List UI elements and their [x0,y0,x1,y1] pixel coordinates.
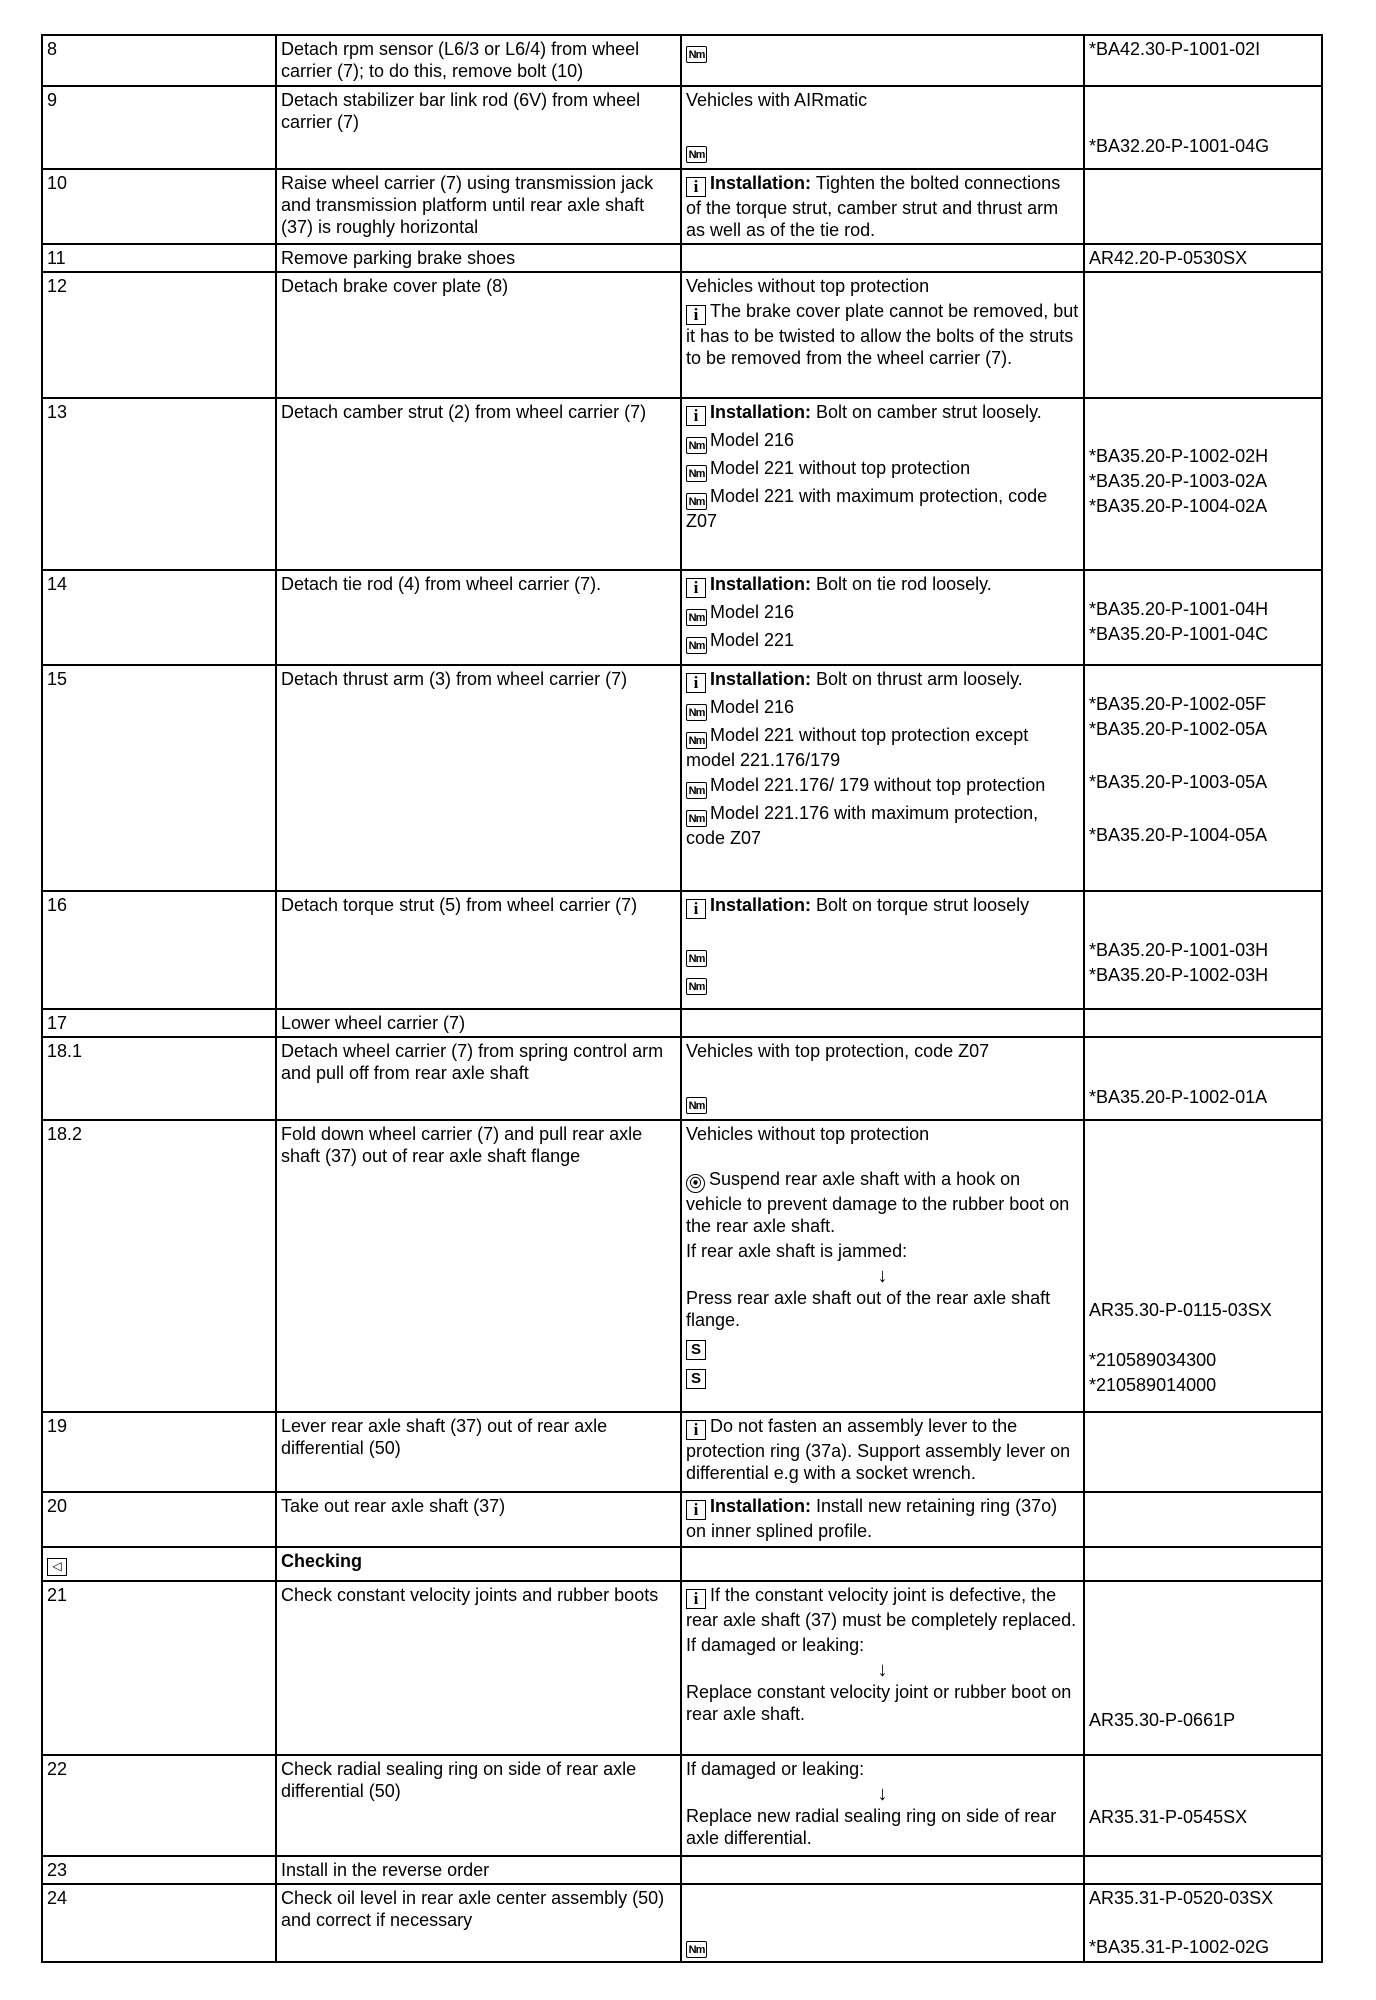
torque-icon: Nm [686,810,707,827]
note-text: Bolt on camber strut loosely. [811,402,1042,422]
section-row [42,1547,1322,1581]
note-text: Vehicles with AIRmatic [686,90,868,110]
reference-link[interactable]: *210589034300 [1089,1350,1217,1370]
note-text: Do not fasten an assembly lever to the protection ring (37a). Support assembly lever on differential e.g with a socket wrench. [686,1416,1071,1483]
note-text: Bolt on torque strut loosely [811,895,1030,915]
step-reference [1084,665,1322,891]
step-notes [681,1884,1084,1962]
step-action: Detach rpm sensor (L6/3 or L6/4) from wheel carrier (7); to do this, remove bolt (10) [276,35,681,86]
step-notes [681,398,1084,570]
reference-link[interactable]: *BA35.20-P-1003-02A [1089,471,1268,491]
note-text: Bolt on thrust arm loosely. [811,669,1023,689]
step-reference [1084,1037,1322,1120]
step-notes [681,169,1084,244]
torque-icon: Nm [686,950,707,967]
step-number: 10 [42,169,276,244]
step-notes [681,35,1084,86]
step-action: Take out rear axle shaft (37) [276,1492,681,1547]
step-notes [681,1037,1084,1120]
info-icon: i [686,673,706,693]
torque-icon: Nm [686,1097,707,1114]
step-reference [1084,570,1322,665]
step-action: Lever rear axle shaft (37) out of rear axle differential (50) [276,1412,681,1492]
reference-link[interactable]: AR35.31-P-0545SX [1089,1807,1248,1827]
table-row [42,1492,1322,1547]
reference-link[interactable]: *BA35.20-P-1001-04C [1089,624,1269,644]
table-row [42,1856,1322,1884]
step-notes [681,272,1084,398]
step-notes [681,1856,1084,1884]
reference-link[interactable]: *BA35.20-P-1001-03H [1089,940,1269,960]
step-reference [1084,1009,1322,1037]
step-number: 19 [42,1412,276,1492]
step-notes [681,665,1084,891]
torque-icon: Nm [686,782,707,799]
torque-icon: Nm [686,609,707,626]
torque-icon: Nm [686,637,707,654]
step-number: 15 [42,665,276,891]
reference-link[interactable]: AR35.30-P-0115-03SX [1089,1300,1272,1320]
reference-link[interactable]: *BA35.20-P-1002-05F [1089,694,1267,714]
step-notes [681,244,1084,272]
step-number: 24 [42,1884,276,1962]
step-reference [1084,169,1322,244]
step-number: 21 [42,1581,276,1755]
installation-label: Installation: [710,1496,812,1516]
note-text: Vehicles without top protection [686,1124,930,1144]
installation-label: Installation: [710,895,812,915]
reference-link[interactable]: *BA35.20-P-1002-05A [1089,719,1268,739]
note-text: Replace new radial sealing ring on side of rear axle differential. [686,1806,1057,1848]
reference-link[interactable]: *210589014000 [1089,1375,1217,1395]
table-row [42,398,1322,570]
step-reference [1084,1856,1322,1884]
note-text: Bolt on tie rod loosely. [811,574,992,594]
table-row [42,1884,1322,1962]
note-text: Tighten the bolted connections of the torque strut, camber strut and thrust arm as well as of the tie rod. [686,173,1061,240]
torque-model: Model 221 without top protection [710,458,971,478]
installation-label: Installation: [710,173,812,193]
table-row [42,244,1322,272]
step-action: Lower wheel carrier (7) [276,1009,681,1037]
table-row [42,891,1322,1009]
step-notes [681,86,1084,169]
step-notes [681,570,1084,665]
step-reference [1084,1755,1322,1856]
installation-label: Installation: [710,669,812,689]
torque-icon: Nm [686,732,707,749]
step-notes [681,1755,1084,1856]
torque-icon: Nm [686,46,707,63]
torque-model: Model 221.176 with maximum protection, code Z07 [686,803,1039,848]
step-number: 9 [42,86,276,169]
reference-link[interactable]: *BA35.20-P-1002-02H [1089,446,1269,466]
step-action: Check constant velocity joints and rubber boots [276,1581,681,1755]
step-number: 11 [42,244,276,272]
torque-icon: Nm [686,1941,707,1958]
step-notes [681,1120,1084,1412]
table-row [42,35,1322,86]
note-text: Install new retaining ring (37o) on inner splined profile. [686,1496,1058,1541]
step-notes [681,1009,1084,1037]
info-icon: i [686,1500,706,1520]
note-text: If damaged or leaking: [686,1759,865,1779]
note-text: Vehicles without top protection [686,276,930,296]
step-notes [681,1547,1084,1581]
step-number: 23 [42,1856,276,1884]
note-text: If the constant velocity joint is defective, the rear axle shaft (37) must be completely replaced. [686,1585,1077,1630]
table-row [42,1120,1322,1412]
step-number: 13 [42,398,276,570]
note-text: The brake cover plate cannot be removed, but it has to be twisted to allow the bolts of the struts to be removed from the wheel carrier (7). [686,301,1079,368]
procedure-page [41,34,1321,1963]
tool-icon: S [686,1340,706,1360]
reference-link[interactable]: *BA35.31-P-1002-02G [1089,1937,1270,1957]
info-icon: i [686,1589,706,1609]
step-reference [1084,398,1322,570]
step-notes [681,1492,1084,1547]
torque-model: Model 216 [710,602,795,622]
step-reference [1084,86,1322,169]
step-action: Check radial sealing ring on side of rear axle differential (50) [276,1755,681,1856]
torque-model: Model 221 without top protection except model 221.176/179 [686,725,1029,770]
step-number: 12 [42,272,276,398]
note-icon: ⦿ [686,1174,705,1193]
table-row [42,272,1322,398]
procedure-table [41,34,1323,1963]
note-text: Replace constant velocity joint or rubber boot on rear axle shaft. [686,1682,1072,1724]
torque-model: Model 216 [710,430,795,450]
torque-icon: Nm [686,437,707,454]
section-title: Checking [276,1547,681,1581]
step-action: Install in the reverse order [276,1856,681,1884]
step-reference [1084,1492,1322,1547]
step-action: Raise wheel carrier (7) using transmission jack and transmission platform until rear axle shaft (37) is roughly horizontal [276,169,681,244]
step-reference [1084,244,1322,272]
reference-link[interactable]: *BA35.20-P-1002-03H [1089,965,1269,985]
step-reference [1084,1581,1322,1755]
reference-link[interactable]: *BA35.20-P-1004-05A [1089,825,1268,845]
step-number: 8 [42,35,276,86]
table-row [42,1412,1322,1492]
step-action: Detach torque strut (5) from wheel carrier (7) [276,891,681,1009]
step-action: Detach brake cover plate (8) [276,272,681,398]
note-text: If rear axle shaft is jammed: [686,1241,908,1261]
table-row [42,1755,1322,1856]
reference-link[interactable]: AR42.20-P-0530SX [1089,248,1248,268]
step-action: Detach tie rod (4) from wheel carrier (7). [276,570,681,665]
step-notes [681,1581,1084,1755]
reference-link[interactable]: *BA35.20-P-1003-05A [1089,772,1268,792]
step-number [42,1547,276,1581]
reference-link[interactable]: *BA32.20-P-1001-04G [1089,136,1270,156]
step-reference [1084,891,1322,1009]
info-icon: i [686,899,706,919]
checking-icon: ◁ [47,1558,67,1576]
step-reference [1084,272,1322,398]
table-row [42,570,1322,665]
step-reference [1084,1884,1322,1962]
note-text: Press rear axle shaft out of the rear axle shaft flange. [686,1288,1051,1330]
step-number: 16 [42,891,276,1009]
step-number: 17 [42,1009,276,1037]
torque-model: Model 221.176/ 179 without top protection [710,775,1046,795]
reference-link[interactable]: AR35.31-P-0520-03SX [1089,1888,1274,1908]
torque-model: Model 216 [710,697,795,717]
step-notes [681,891,1084,1009]
installation-label: Installation: [710,402,812,422]
info-icon: i [686,406,706,426]
table-row [42,1037,1322,1120]
note-text: If damaged or leaking: [686,1635,865,1655]
info-icon: i [686,305,706,325]
step-reference [1084,1547,1322,1581]
torque-icon: Nm [686,704,707,721]
reference-link[interactable]: *BA35.20-P-1004-02A [1089,496,1268,516]
torque-icon: Nm [686,493,707,510]
step-number: 18.2 [42,1120,276,1412]
reference-link[interactable]: *BA35.20-P-1001-04H [1089,599,1269,619]
note-text: Vehicles with top protection, code Z07 [686,1041,990,1061]
step-number: 18.1 [42,1037,276,1120]
step-action: Check oil level in rear axle center assembly (50) and correct if necessary [276,1884,681,1962]
reference-link[interactable]: *BA42.30-P-1001-02I [1089,39,1261,59]
step-action: Fold down wheel carrier (7) and pull rear axle shaft (37) out of rear axle shaft flange [276,1120,681,1412]
arrow-down-icon: ↓ [877,1265,888,1287]
step-reference [1084,35,1322,86]
step-action: Remove parking brake shoes [276,244,681,272]
step-number: 20 [42,1492,276,1547]
reference-link[interactable]: *BA35.20-P-1002-01A [1089,1087,1268,1107]
step-reference [1084,1120,1322,1412]
torque-icon: Nm [686,465,707,482]
info-icon: i [686,578,706,598]
step-number: 22 [42,1755,276,1856]
step-action: Detach wheel carrier (7) from spring control arm and pull off from rear axle shaft [276,1037,681,1120]
step-reference [1084,1412,1322,1492]
info-icon: i [686,177,706,197]
installation-label: Installation: [710,574,812,594]
info-icon: i [686,1420,706,1440]
arrow-down-icon: ↓ [877,1659,888,1681]
step-number: 14 [42,570,276,665]
step-action: Detach thrust arm (3) from wheel carrier (7) [276,665,681,891]
arrow-down-icon: ↓ [877,1783,888,1805]
step-notes [681,1412,1084,1492]
step-action: Detach camber strut (2) from wheel carrier (7) [276,398,681,570]
torque-icon: Nm [686,146,707,163]
torque-model: Model 221 [710,630,795,650]
table-row [42,1009,1322,1037]
tool-icon: S [686,1369,706,1389]
table-row [42,1581,1322,1755]
torque-icon: Nm [686,978,707,995]
step-action: Detach stabilizer bar link rod (6V) from wheel carrier (7) [276,86,681,169]
note-text: Suspend rear axle shaft with a hook on vehicle to prevent damage to the rubber boot on the rear axle shaft. [686,1169,1070,1236]
reference-link[interactable]: AR35.30-P-0661P [1089,1710,1236,1730]
torque-model: Model 221 with maximum protection, code Z07 [686,486,1048,531]
table-row [42,86,1322,169]
table-row [42,169,1322,244]
table-row [42,665,1322,891]
